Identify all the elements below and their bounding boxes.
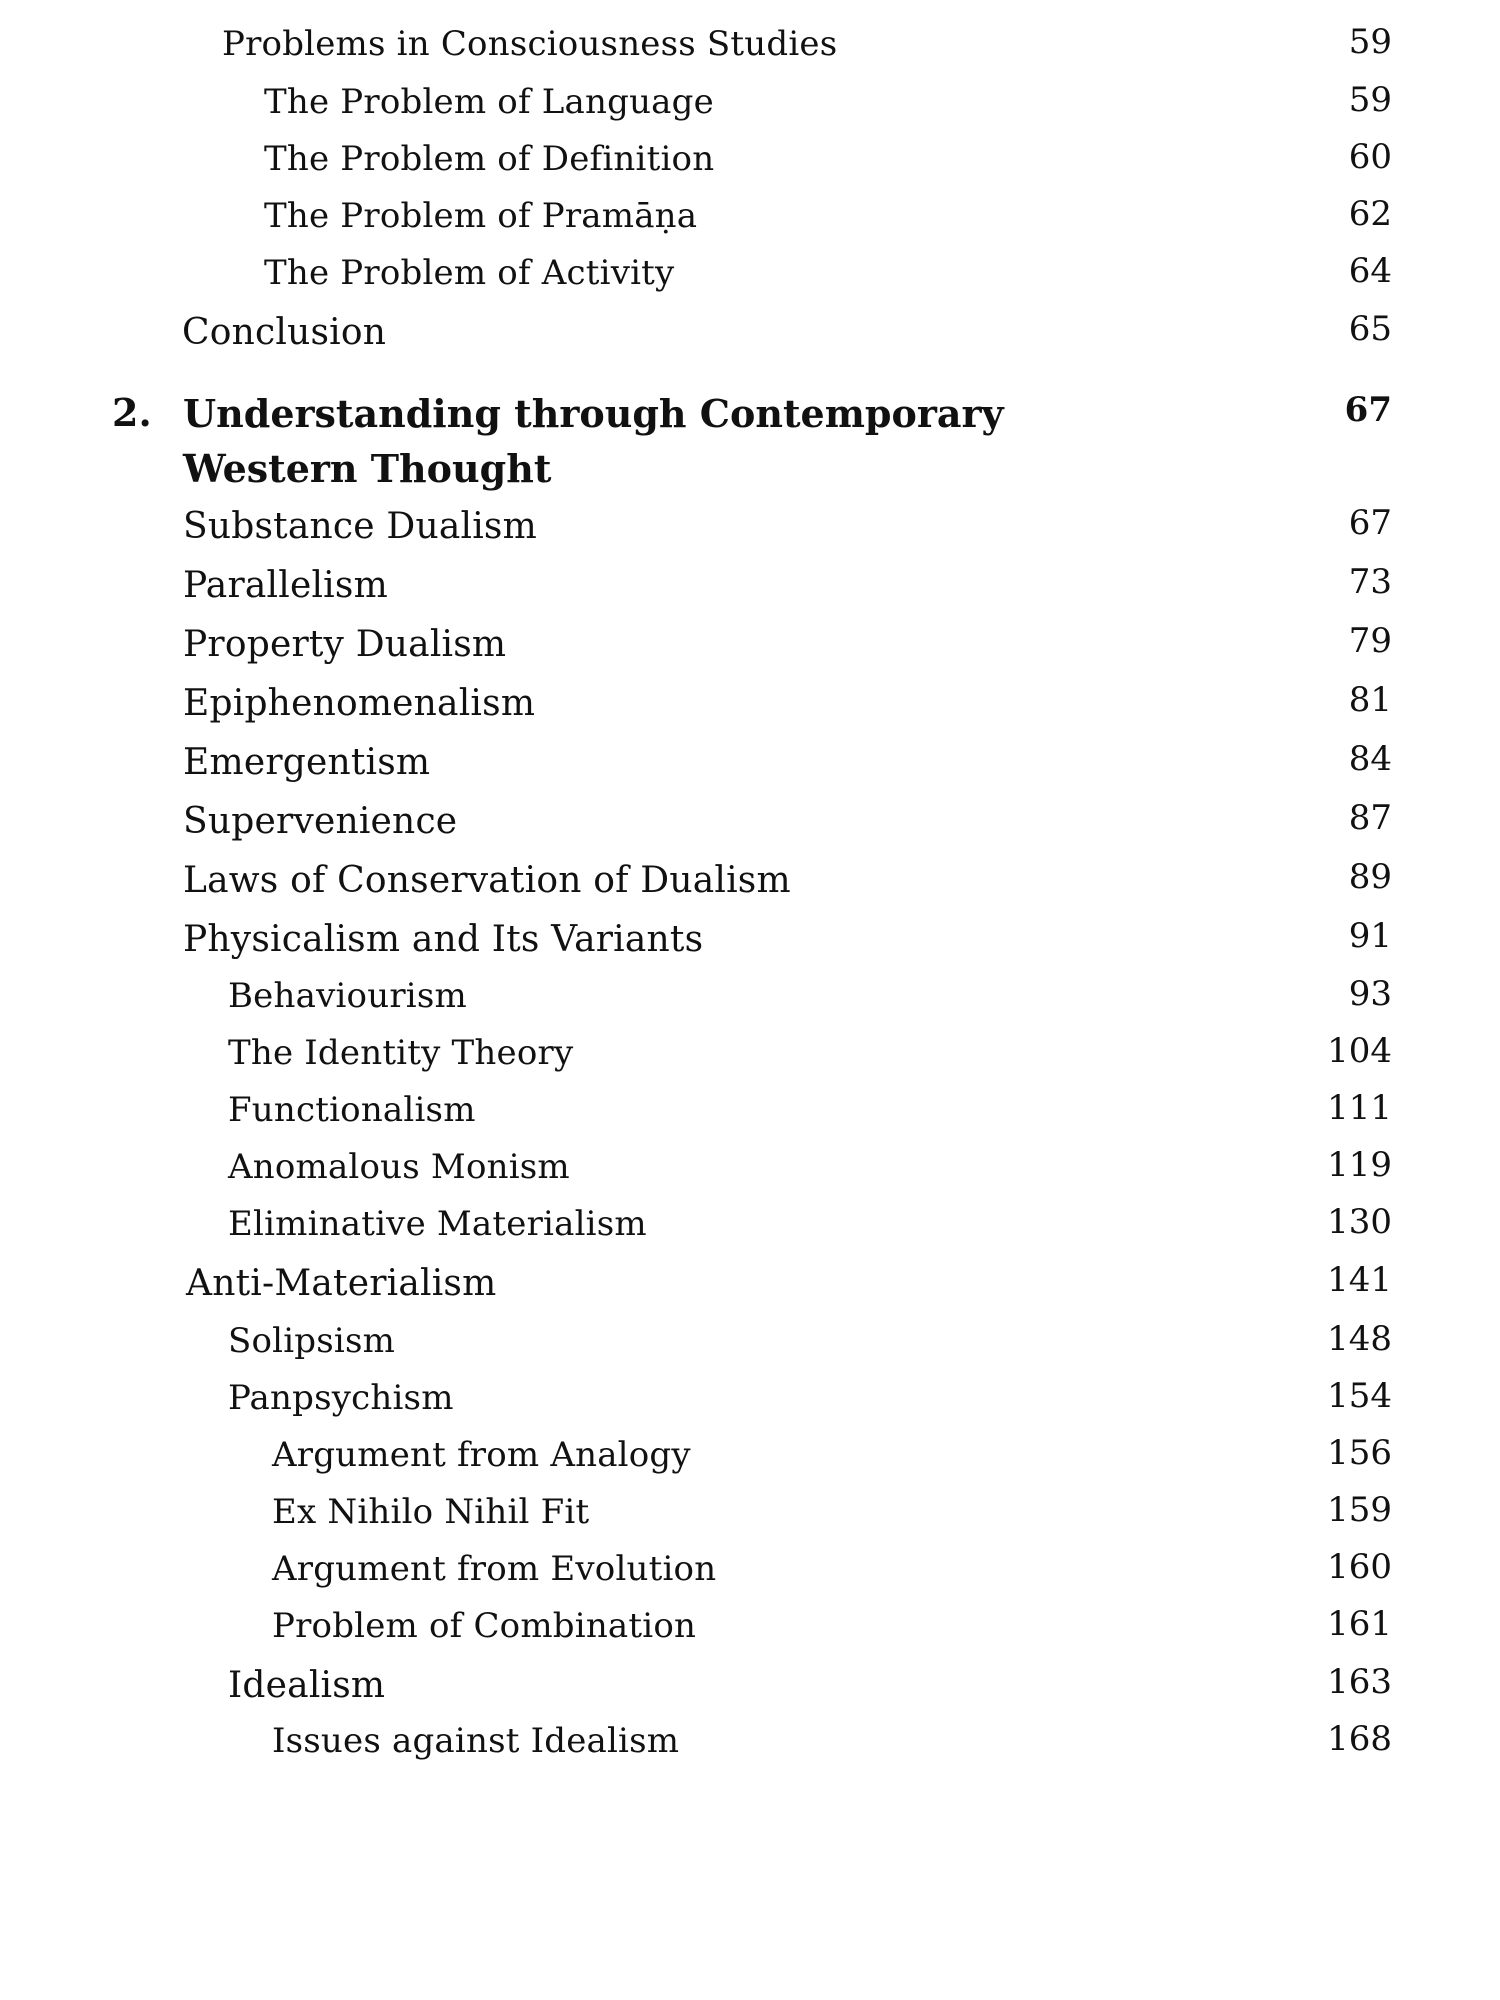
toc-entry-anomalous-monism: Anomalous Monism bbox=[228, 1147, 570, 1187]
toc-entry-argument-from-analogy: Argument from Analogy bbox=[272, 1435, 691, 1475]
toc-page-number: 79 bbox=[1348, 621, 1392, 661]
toc-page-number: 93 bbox=[1348, 974, 1392, 1014]
toc-page-number: 89 bbox=[1348, 857, 1392, 897]
toc-page-number: 91 bbox=[1348, 916, 1392, 956]
toc-entry-conclusion: Conclusion bbox=[182, 312, 387, 353]
toc-page-number: 160 bbox=[1327, 1547, 1392, 1587]
toc-page-number: 104 bbox=[1327, 1031, 1392, 1071]
chapter-page-number: 67 bbox=[1344, 390, 1392, 430]
chapter-title-line-2: Western Thought bbox=[183, 446, 552, 492]
toc-page-number: 168 bbox=[1327, 1719, 1392, 1759]
toc-page-number: 84 bbox=[1348, 739, 1392, 779]
toc-entry-parallelism: Parallelism bbox=[183, 565, 388, 606]
toc-page-number: 141 bbox=[1327, 1260, 1392, 1300]
toc-entry-emergentism: Emergentism bbox=[183, 742, 431, 783]
toc-page-number: 81 bbox=[1348, 680, 1392, 720]
toc-page-number: 161 bbox=[1327, 1604, 1392, 1644]
toc-entry-substance-dualism: Substance Dualism bbox=[183, 506, 537, 547]
chapter-title bbox=[183, 386, 1004, 496]
toc-entry-epiphenomenalism: Epiphenomenalism bbox=[183, 683, 536, 724]
toc-page-number: 87 bbox=[1348, 798, 1392, 838]
toc-page-number: 130 bbox=[1327, 1202, 1392, 1242]
toc-entry-idealism: Idealism bbox=[228, 1665, 386, 1706]
toc-entry-laws-of-conservation-of-dualism: Laws of Conservation of Dualism bbox=[183, 860, 791, 901]
chapter-title-line-1: Understanding through Contemporary bbox=[183, 391, 1004, 436]
toc-entry-behaviourism: Behaviourism bbox=[228, 976, 467, 1016]
toc-page-number: 59 bbox=[1348, 80, 1392, 120]
toc-page-number: 73 bbox=[1348, 562, 1392, 602]
toc-entry-issues-against-idealism: Issues against Idealism bbox=[272, 1721, 680, 1761]
toc-entry-problem-of-pramana: The Problem of Pramāṇa bbox=[264, 196, 698, 236]
toc-entry-ex-nihilo-nihil-fit: Ex Nihilo Nihil Fit bbox=[272, 1492, 590, 1532]
toc-entry-panpsychism: Panpsychism bbox=[228, 1378, 454, 1418]
toc-page-number: 156 bbox=[1327, 1433, 1392, 1473]
toc-entry-solipsism: Solipsism bbox=[228, 1321, 396, 1361]
toc-page-number: 59 bbox=[1348, 22, 1392, 62]
toc-entry-argument-from-evolution: Argument from Evolution bbox=[272, 1549, 717, 1589]
toc-page-number: 148 bbox=[1327, 1319, 1392, 1359]
toc-entry-eliminative-materialism: Eliminative Materialism bbox=[228, 1204, 647, 1244]
toc-page-number: 62 bbox=[1348, 194, 1392, 234]
toc-entry-problem-of-language: The Problem of Language bbox=[264, 82, 714, 122]
toc-entry-problem-of-definition: The Problem of Definition bbox=[264, 139, 715, 179]
toc-entry-problem-of-combination: Problem of Combination bbox=[272, 1606, 697, 1646]
toc-page-number: 60 bbox=[1348, 137, 1392, 177]
toc-page-number: 163 bbox=[1327, 1662, 1392, 1702]
toc-entry-physicalism-and-its-variants: Physicalism and Its Variants bbox=[183, 919, 704, 960]
toc-page-number: 67 bbox=[1348, 503, 1392, 543]
toc-page-number: 159 bbox=[1327, 1490, 1392, 1530]
toc-entry-anti-materialism: Anti-Materialism bbox=[186, 1263, 497, 1304]
toc-entry-property-dualism: Property Dualism bbox=[183, 624, 507, 665]
toc-entry-problems-in-consciousness-studies: Problems in Consciousness Studies bbox=[222, 24, 838, 64]
toc-entry-functionalism: Functionalism bbox=[228, 1090, 476, 1130]
toc-entry-supervenience: Supervenience bbox=[183, 801, 458, 842]
toc-page-number: 119 bbox=[1327, 1145, 1392, 1185]
toc-entry-problem-of-activity: The Problem of Activity bbox=[264, 253, 675, 293]
toc-page-number: 64 bbox=[1348, 251, 1392, 291]
toc-entry-the-identity-theory: The Identity Theory bbox=[228, 1033, 574, 1073]
chapter-number: 2. bbox=[112, 390, 152, 435]
toc-page-number: 154 bbox=[1327, 1376, 1392, 1416]
toc-page-number: 111 bbox=[1327, 1088, 1392, 1128]
toc-page-number: 65 bbox=[1348, 309, 1392, 349]
